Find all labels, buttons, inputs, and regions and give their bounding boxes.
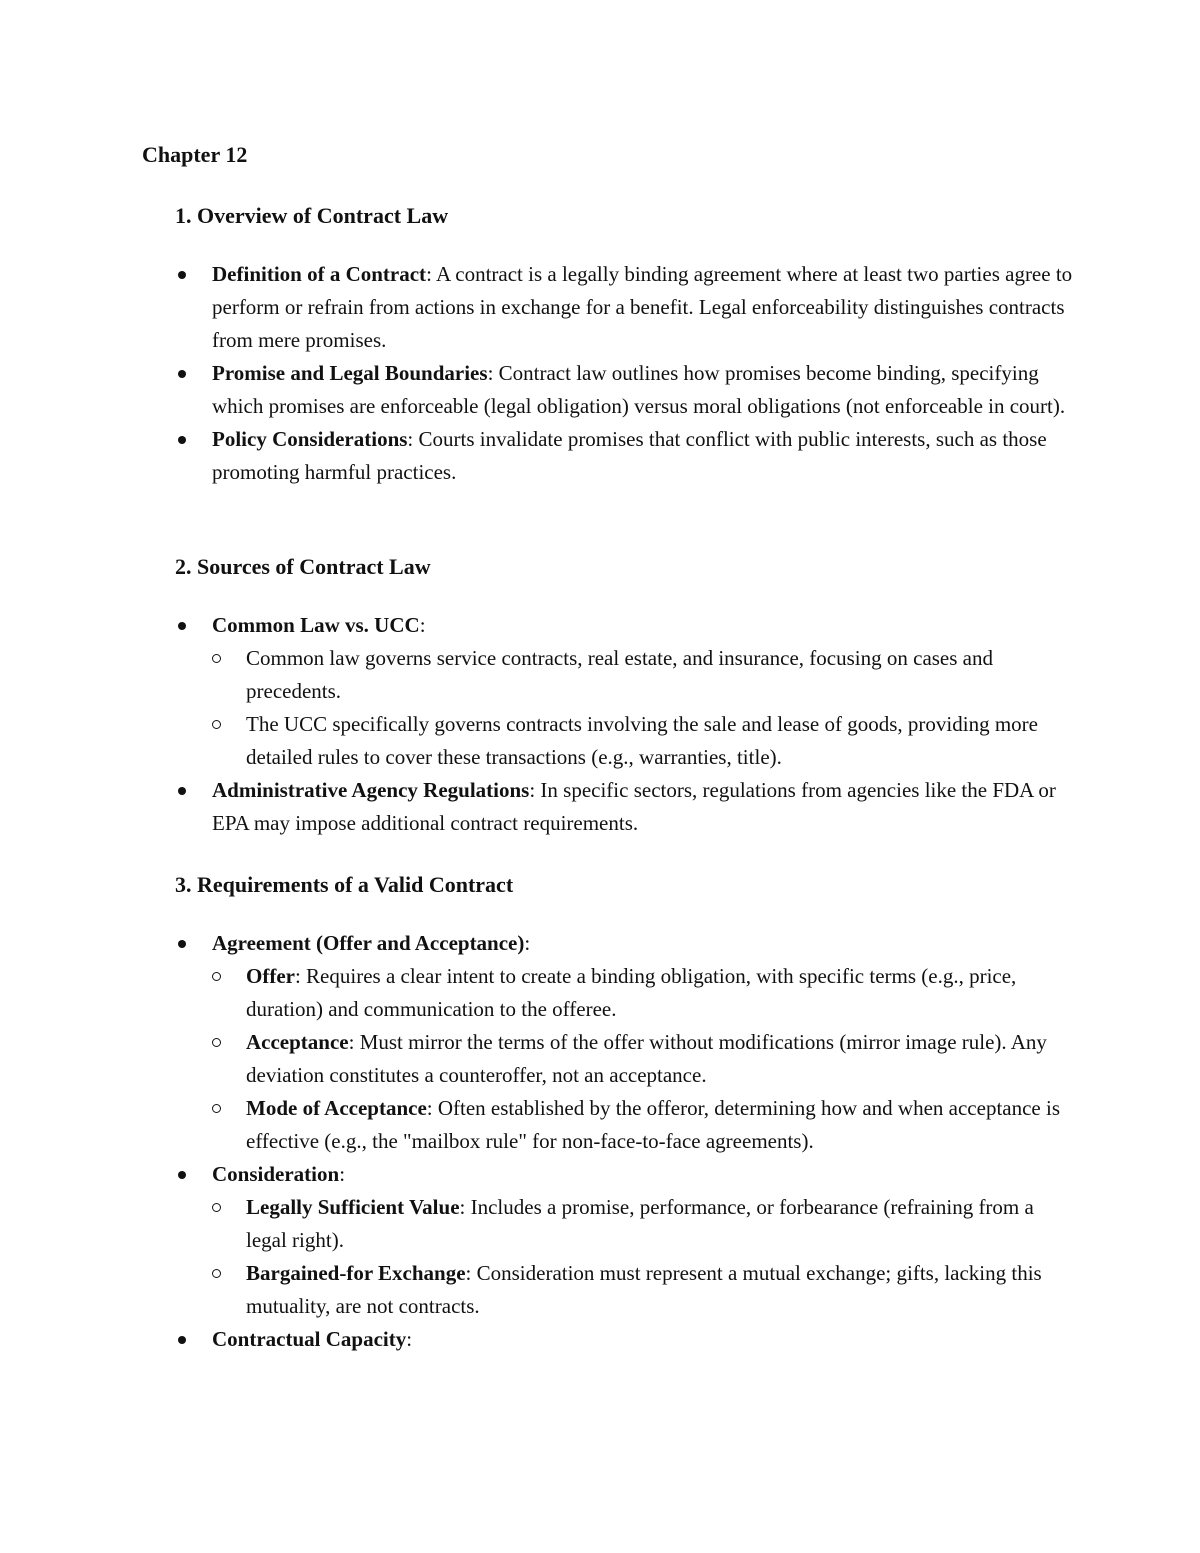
item-text: : — [406, 1327, 413, 1351]
term-label: Contractual Capacity — [212, 1327, 407, 1351]
section-list-overview — [175, 258, 1075, 489]
list-item — [175, 1158, 1075, 1323]
term-label: Policy Considerations — [212, 427, 408, 451]
sub-list-item — [212, 642, 1075, 708]
list-item — [175, 1323, 1075, 1356]
term-label: Mode of Acceptance — [246, 1096, 427, 1120]
term-label: Acceptance — [246, 1030, 349, 1054]
sub-list-item — [212, 1257, 1075, 1323]
list-item — [175, 609, 1075, 774]
sub-list-item — [212, 1191, 1075, 1257]
sub-list — [175, 642, 1075, 774]
item-text: The UCC specifically governs contracts involving the sale and lease of goods, providing more detailed rules to cover these transactions (e.g., warranties, title). — [246, 712, 1038, 769]
list-item — [175, 258, 1075, 357]
term-label: Promise and Legal Boundaries — [212, 361, 488, 385]
section-list-requirements — [175, 927, 1075, 1356]
term-label: Common Law vs. UCC — [212, 613, 420, 637]
item-text: Common law governs service contracts, real estate, and insurance, focusing on cases and precedents. — [246, 646, 993, 703]
section-heading-overview: 1. Overview of Contract Law — [175, 203, 449, 228]
term-label: Offer — [246, 964, 295, 988]
item-text: : — [524, 931, 531, 955]
term-label: Administrative Agency Regulations — [212, 778, 530, 802]
term-label: Bargained-for Exchange — [246, 1261, 466, 1285]
item-text: : Includes a promise, performance, or forbearance (refraining from a legal right). — [246, 1195, 1034, 1252]
item-text: : — [419, 613, 426, 637]
item-text: : Consideration must represent a mutual exchange; gifts, lacking this mutuality, are not contracts. — [246, 1261, 1042, 1318]
item-text: : Often established by the offeror, determining how and when acceptance is effective (e.g., the "mailbox rule" for non-face-to-face agreements). — [246, 1096, 1061, 1153]
list-item — [175, 423, 1075, 489]
item-text: : Courts invalidate promises that conflict with public interests, such as those promoting harmful practices. — [212, 427, 1047, 484]
sub-list — [175, 960, 1075, 1158]
list-item — [175, 357, 1075, 423]
item-text: : — [339, 1162, 346, 1186]
item-text: : A contract is a legally binding agreement where at least two parties agree to perform or refrain from actions in exchange for a benefit. Legal enforceability distinguishes contracts from mere promises. — [212, 262, 1073, 352]
term-label: Agreement (Offer and Acceptance) — [212, 931, 525, 955]
term-label: Legally Sufficient Value — [246, 1195, 460, 1219]
section-list-sources — [175, 609, 1075, 840]
sub-list-item — [212, 1092, 1075, 1158]
term-label: Consideration — [212, 1162, 340, 1186]
item-text: : In specific sectors, regulations from agencies like the FDA or EPA may impose additional contract requirements. — [212, 778, 1056, 835]
item-text: : Must mirror the terms of the offer without modifications (mirror image rule). Any deviation constitutes a counteroffer, not an acceptance. — [246, 1030, 1047, 1087]
item-text: : Requires a clear intent to create a binding obligation, with specific terms (e.g., price, duration) and communication to the offeree. — [246, 964, 1017, 1021]
list-item — [175, 927, 1075, 1158]
sub-list — [175, 1191, 1075, 1323]
list-item — [175, 774, 1075, 840]
sub-list-item — [212, 1026, 1075, 1092]
sub-list-item — [212, 708, 1075, 774]
item-text: : Contract law outlines how promises become binding, specifying which promises are enforceable (legal obligation) versus moral obligations (not enforceable in court). — [212, 361, 1066, 418]
term-label: Definition of a Contract — [212, 262, 427, 286]
chapter-title: Chapter 12 — [142, 142, 248, 167]
section-heading-sources: 2. Sources of Contract Law — [175, 554, 431, 579]
section-heading-requirements: 3. Requirements of a Valid Contract — [175, 872, 514, 897]
sub-list-item — [212, 960, 1075, 1026]
